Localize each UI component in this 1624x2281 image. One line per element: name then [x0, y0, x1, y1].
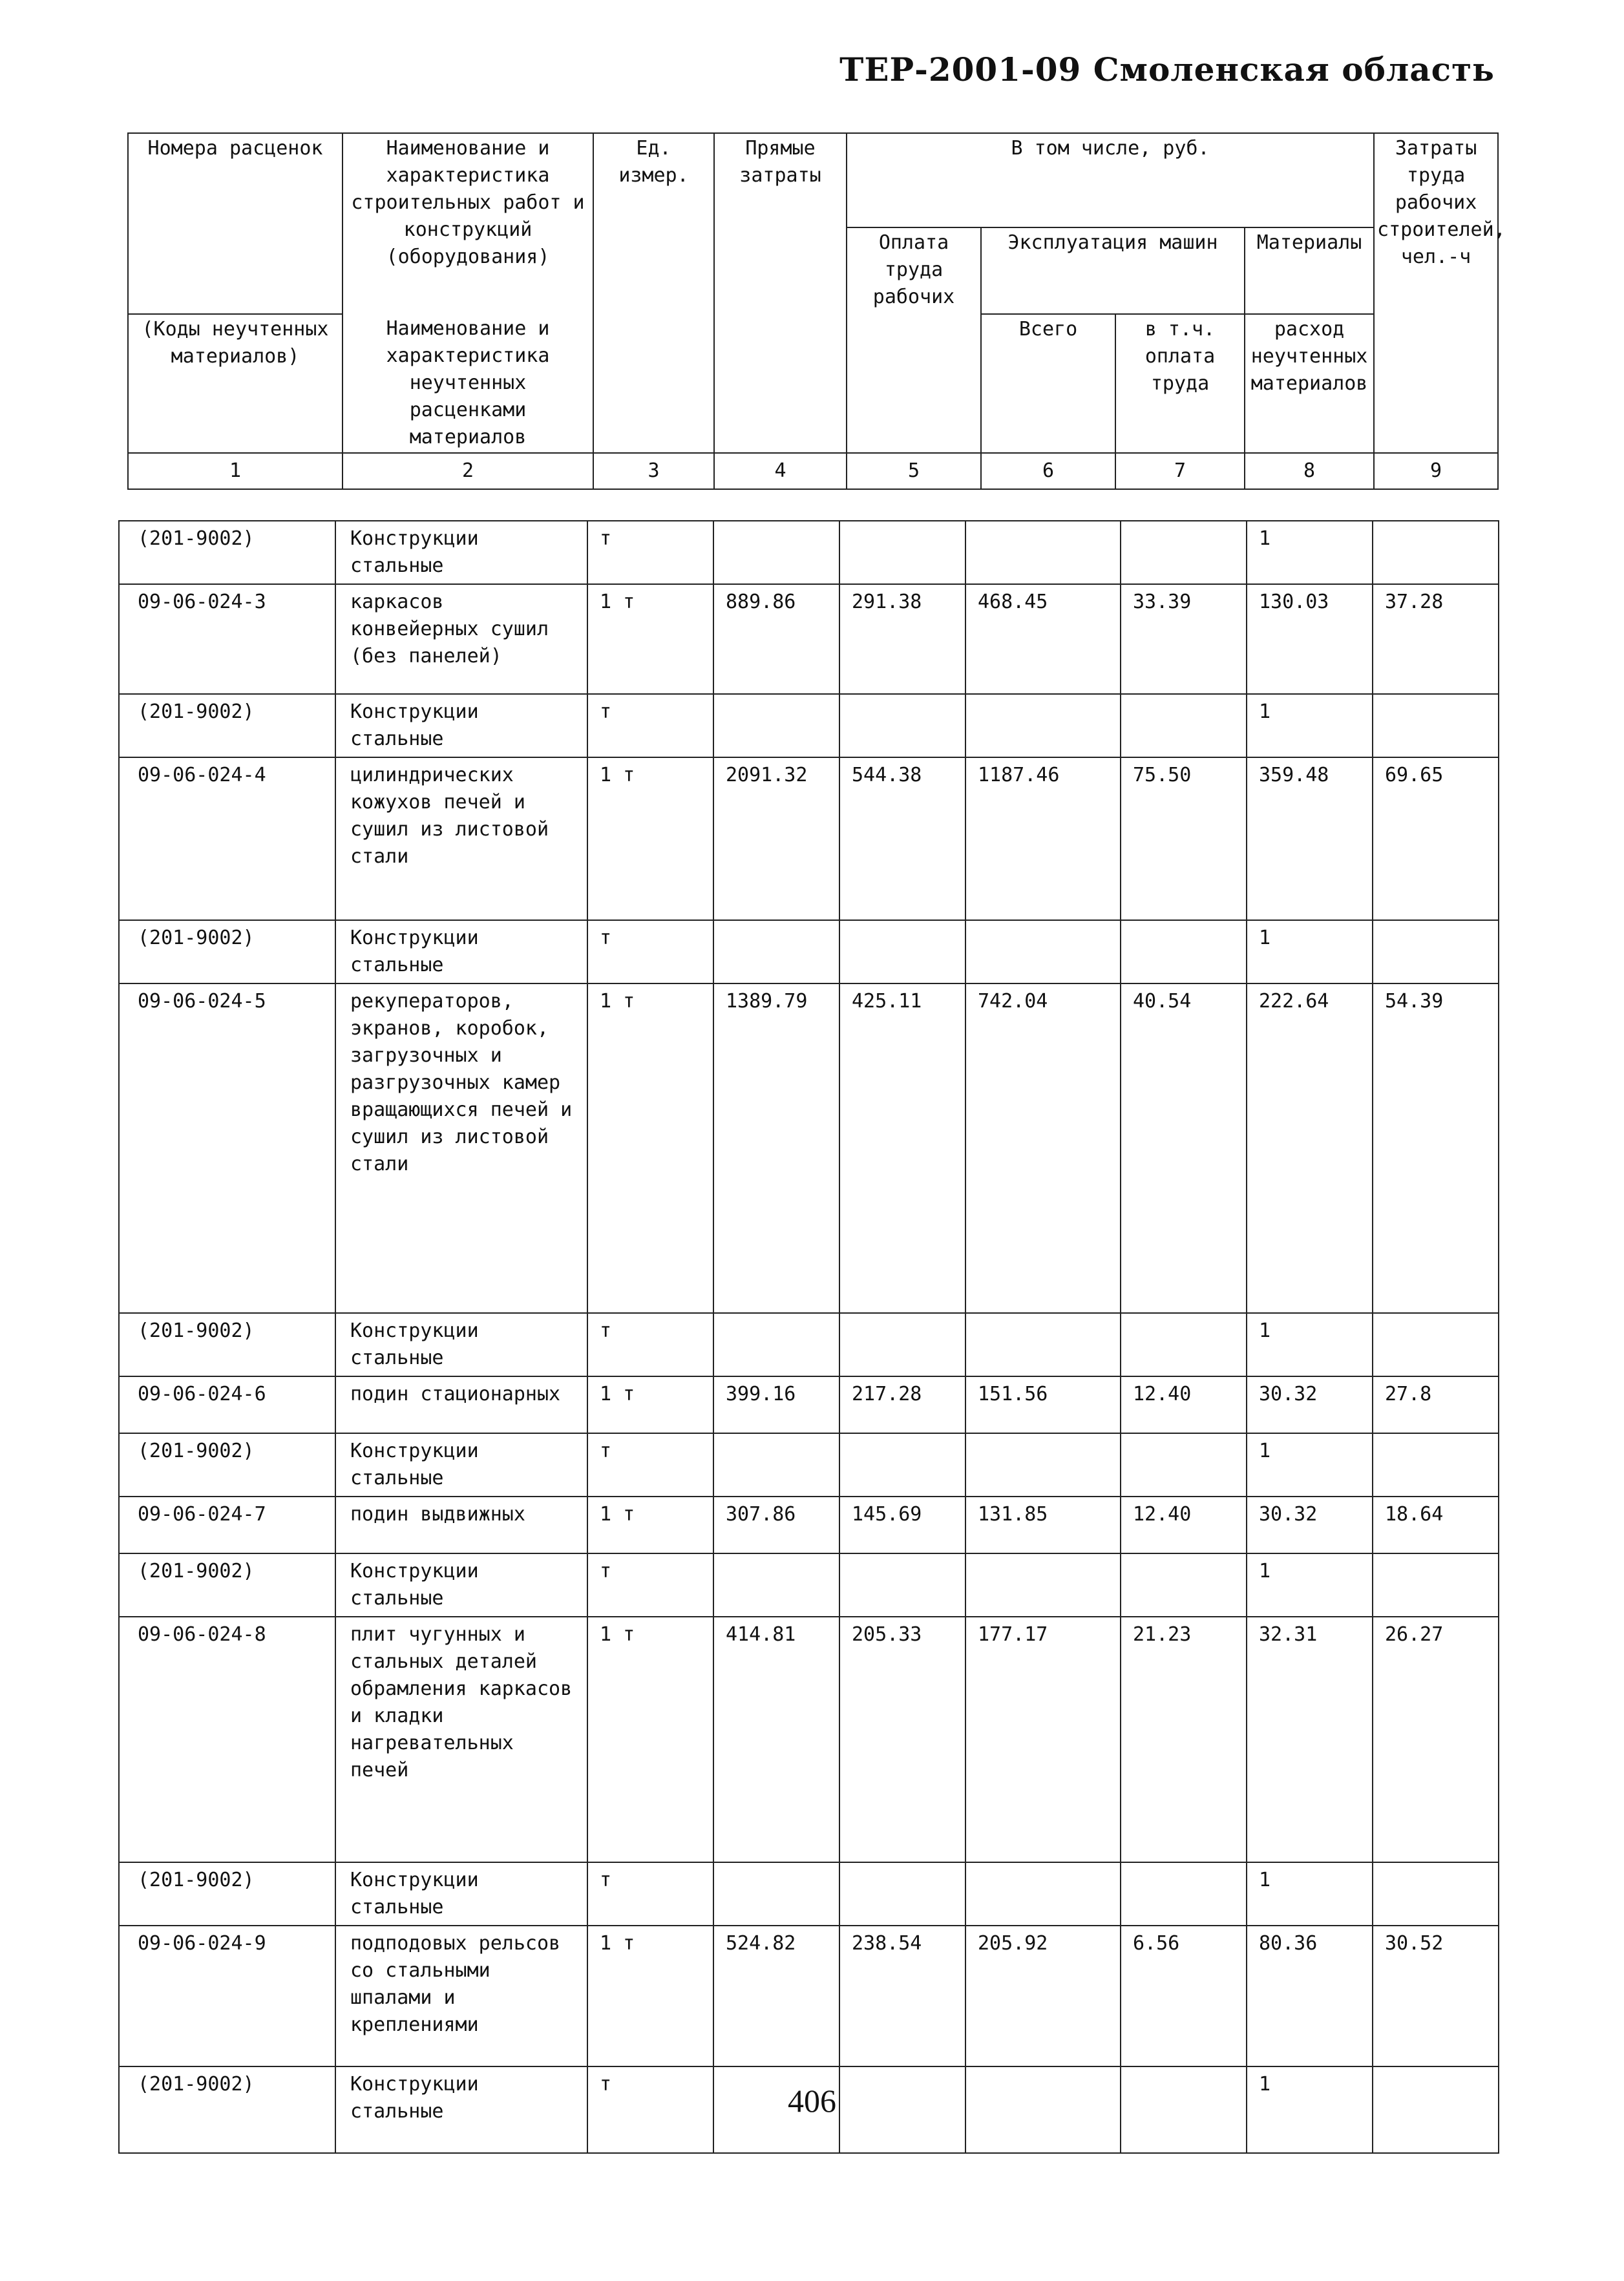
labor-wages: [839, 920, 965, 983]
unit: 1 т: [587, 983, 713, 1313]
work-name: каркасов конвейерных сушил (без панелей): [335, 584, 587, 694]
direct-costs: 2091.32: [713, 757, 839, 920]
table-row: [119, 757, 1499, 920]
materials-cost: 1: [1247, 2066, 1373, 2153]
work-name: рекуператоров, экранов, коробок, загрузочных и разгрузочных камер вращающихся печей и сушил из листовой стали: [335, 983, 587, 1313]
table-row: [119, 983, 1499, 1313]
document-title: ТЕР-2001-09 Смоленская область: [839, 50, 1495, 89]
machines-labor: [1121, 694, 1247, 757]
machines-labor: 40.54: [1121, 983, 1247, 1313]
header-work-name: Наименование и характеристика строительных работ и конструкций (оборудования): [343, 133, 593, 314]
table-row: [119, 694, 1499, 757]
column-number: 6: [981, 453, 1115, 489]
labor-hours: [1373, 1433, 1499, 1497]
table-row: [119, 1862, 1499, 1926]
header-materials: Материалы: [1245, 227, 1374, 314]
machines-total: 177.17: [965, 1617, 1121, 1862]
labor-hours: 69.65: [1373, 757, 1499, 920]
materials-cost: 222.64: [1247, 983, 1373, 1313]
page-number: 406: [788, 2083, 836, 2119]
direct-costs: [713, 694, 839, 757]
rate-code: 09-06-024-3: [119, 584, 335, 694]
labor-hours: 18.64: [1373, 1497, 1499, 1553]
rate-code: (201-9002): [119, 1553, 335, 1617]
labor-hours: [1373, 1313, 1499, 1376]
rate-code: 09-06-024-4: [119, 757, 335, 920]
materials-cost: 80.36: [1247, 1926, 1373, 2066]
rate-code: (201-9002): [119, 521, 335, 584]
unit: т: [587, 1313, 713, 1376]
materials-cost: 359.48: [1247, 757, 1373, 920]
rate-code: (201-9002): [119, 1313, 335, 1376]
work-name: подин выдвижных: [335, 1497, 587, 1553]
materials-cost: 30.32: [1247, 1497, 1373, 1553]
labor-wages: 238.54: [839, 1926, 965, 2066]
header-unaccounted-name: Наименование и характеристика неучтенных расценками материалов: [343, 314, 593, 453]
machines-total: [965, 694, 1121, 757]
rate-code: (201-9002): [119, 920, 335, 983]
materials-cost: 1: [1247, 920, 1373, 983]
materials-cost: 1: [1247, 1433, 1373, 1497]
header-unaccounted-consumption: расход неучтенных материалов: [1245, 314, 1374, 453]
labor-hours: [1373, 1862, 1499, 1926]
labor-hours: 27.8: [1373, 1376, 1499, 1433]
direct-costs: [713, 1553, 839, 1617]
table-row: [119, 584, 1499, 694]
rate-code: 09-06-024-7: [119, 1497, 335, 1553]
materials-cost: 130.03: [1247, 584, 1373, 694]
unit: 1 т: [587, 1376, 713, 1433]
unit: т: [587, 1433, 713, 1497]
materials-cost: 32.31: [1247, 1617, 1373, 1862]
work-name: подподовых рельсов со стальными шпалами и креплениями: [335, 1926, 587, 2066]
header-machine-operation: Эксплуатация машин: [981, 227, 1245, 314]
unit: т: [587, 694, 713, 757]
column-number: 1: [128, 453, 343, 489]
work-name: Конструкции стальные: [335, 521, 587, 584]
work-name: Конструкции стальные: [335, 2066, 587, 2153]
labor-hours: 37.28: [1373, 584, 1499, 694]
header-rate-numbers: Номера расценок: [128, 133, 343, 227]
direct-costs: 414.81: [713, 1617, 839, 1862]
column-number: 4: [714, 453, 847, 489]
direct-costs: 399.16: [713, 1376, 839, 1433]
machines-labor: 6.56: [1121, 1926, 1247, 2066]
column-number: 7: [1115, 453, 1245, 489]
header-machines-labor: в т.ч. оплата труда: [1115, 314, 1245, 453]
labor-wages: [839, 1553, 965, 1617]
materials-cost: 1: [1247, 1553, 1373, 1617]
labor-hours: [1373, 694, 1499, 757]
table-row: [119, 1553, 1499, 1617]
work-name: цилиндрических кожухов печей и сушил из листовой стали: [335, 757, 587, 920]
materials-cost: 30.32: [1247, 1376, 1373, 1433]
materials-cost: 1: [1247, 1862, 1373, 1926]
machines-total: [965, 920, 1121, 983]
labor-wages: [839, 1862, 965, 1926]
machines-labor: 21.23: [1121, 1617, 1247, 1862]
direct-costs: [713, 1433, 839, 1497]
machines-total: 205.92: [965, 1926, 1121, 2066]
rate-code: (201-9002): [119, 1433, 335, 1497]
header-machines-total: Всего: [981, 314, 1115, 453]
machines-labor: 75.50: [1121, 757, 1247, 920]
machines-labor: [1121, 521, 1247, 584]
rate-code: (201-9002): [119, 2066, 335, 2153]
unit: т: [587, 1862, 713, 1926]
rates-table: [118, 520, 1499, 2154]
work-name: Конструкции стальные: [335, 1433, 587, 1497]
direct-costs: [713, 521, 839, 584]
labor-hours: [1373, 521, 1499, 584]
labor-wages: [839, 694, 965, 757]
column-number: 3: [593, 453, 714, 489]
machines-total: 1187.46: [965, 757, 1121, 920]
labor-hours: 30.52: [1373, 1926, 1499, 2066]
table-row: [119, 1433, 1499, 1497]
machines-labor: 33.39: [1121, 584, 1247, 694]
labor-wages: [839, 1313, 965, 1376]
labor-wages: 425.11: [839, 983, 965, 1313]
table-row: [119, 521, 1499, 584]
unit: 1 т: [587, 584, 713, 694]
labor-wages: [839, 1433, 965, 1497]
rate-code: 09-06-024-8: [119, 1617, 335, 1862]
unit: т: [587, 1553, 713, 1617]
column-header-table: [127, 132, 1506, 490]
machines-total: [965, 1553, 1121, 1617]
table-row: [119, 1617, 1499, 1862]
rate-code: 09-06-024-6: [119, 1376, 335, 1433]
work-name: Конструкции стальные: [335, 1862, 587, 1926]
machines-labor: [1121, 1433, 1247, 1497]
machines-total: [965, 1433, 1121, 1497]
labor-wages: 217.28: [839, 1376, 965, 1433]
machines-labor: [1121, 1553, 1247, 1617]
table-row: [119, 1313, 1499, 1376]
work-name: Конструкции стальные: [335, 920, 587, 983]
column-number: 2: [343, 453, 593, 489]
rate-code: (201-9002): [119, 694, 335, 757]
header-direct-costs: Прямые затраты: [714, 133, 847, 453]
unit: 1 т: [587, 1617, 713, 1862]
labor-wages: 205.33: [839, 1617, 965, 1862]
rate-code: 09-06-024-5: [119, 983, 335, 1313]
header-labor-hours: Затраты труда рабочих строителей, чел.-ч: [1374, 133, 1498, 453]
materials-cost: 1: [1247, 1313, 1373, 1376]
materials-cost: 1: [1247, 694, 1373, 757]
labor-hours: 26.27: [1373, 1617, 1499, 1862]
column-number: 5: [847, 453, 981, 489]
table-row: [119, 920, 1499, 983]
header-rate-numbers-spacer: [128, 227, 343, 314]
column-number: 9: [1374, 453, 1498, 489]
machines-total: [965, 1862, 1121, 1926]
direct-costs: 889.86: [713, 584, 839, 694]
direct-costs: [713, 920, 839, 983]
unit: т: [587, 521, 713, 584]
machines-labor: 12.40: [1121, 1497, 1247, 1553]
machines-labor: [1121, 1313, 1247, 1376]
machines-labor: [1121, 1862, 1247, 1926]
machines-total: [965, 1313, 1121, 1376]
rate-code: 09-06-024-9: [119, 1926, 335, 2066]
machines-total: 468.45: [965, 584, 1121, 694]
work-name: Конструкции стальные: [335, 1313, 587, 1376]
rate-code: (201-9002): [119, 1862, 335, 1926]
direct-costs: 307.86: [713, 1497, 839, 1553]
labor-hours: [1373, 920, 1499, 983]
work-name: подин стационарных: [335, 1376, 587, 1433]
direct-costs: 1389.79: [713, 983, 839, 1313]
unit: 1 т: [587, 757, 713, 920]
materials-cost: 1: [1247, 521, 1373, 584]
unit: т: [587, 2066, 713, 2153]
table-row: [119, 1497, 1499, 1553]
machines-total: 742.04: [965, 983, 1121, 1313]
header-unaccounted-codes: (Коды неучтенных материалов): [128, 314, 343, 453]
direct-costs: [713, 1862, 839, 1926]
header-unit: Ед. измер.: [593, 133, 714, 453]
machines-total: 131.85: [965, 1497, 1121, 1553]
labor-wages: 291.38: [839, 584, 965, 694]
header-labor-wages: Оплата труда рабочих: [847, 227, 981, 453]
work-name: плит чугунных и стальных деталей обрамления каркасов и кладки нагревательных печей: [335, 1617, 587, 1862]
table-row: [119, 1376, 1499, 1433]
labor-hours: 54.39: [1373, 983, 1499, 1313]
column-number: 8: [1245, 453, 1374, 489]
machines-labor: 12.40: [1121, 1376, 1247, 1433]
labor-hours: [1373, 1553, 1499, 1617]
machines-total: 151.56: [965, 1376, 1121, 1433]
header-including-rub: В том числе, руб.: [847, 133, 1374, 227]
labor-wages: 544.38: [839, 757, 965, 920]
unit: 1 т: [587, 1926, 713, 2066]
work-name: Конструкции стальные: [335, 1553, 587, 1617]
unit: т: [587, 920, 713, 983]
machines-total: [965, 521, 1121, 584]
work-name: Конструкции стальные: [335, 694, 587, 757]
labor-wages: [839, 521, 965, 584]
machines-labor: [1121, 920, 1247, 983]
direct-costs: [713, 1313, 839, 1376]
unit: 1 т: [587, 1497, 713, 1553]
table-row: [119, 1926, 1499, 2066]
labor-wages: 145.69: [839, 1497, 965, 1553]
direct-costs: 524.82: [713, 1926, 839, 2066]
